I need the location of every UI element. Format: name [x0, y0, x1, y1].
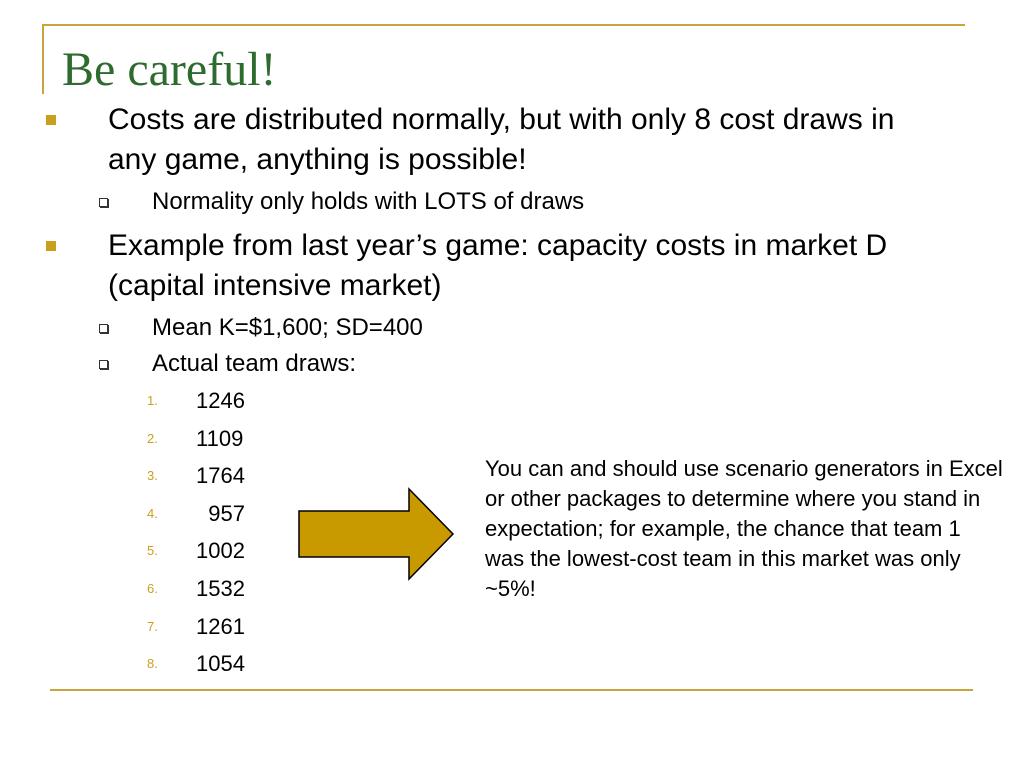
draw-value: 957	[196, 500, 245, 526]
hollow-square-bullet-icon	[99, 324, 108, 333]
sub-bullet-text: Normality only holds with LOTS of draws	[152, 188, 585, 215]
frame-left-rule	[42, 24, 44, 94]
callout-text: You can and should use scenario generators in Excel or other packages to determine where you stand in expectation; for example, the chance that team 1 was the lowest-cost team in this market was only ~5%!	[485, 456, 1003, 601]
draw-number: 3.	[147, 468, 158, 484]
draw-number: 8.	[147, 656, 158, 672]
draw-number: 5.	[147, 543, 158, 559]
draw-value: 1764	[196, 463, 245, 489]
draw-item	[44, 608, 944, 646]
sub-bullet-item	[44, 310, 944, 346]
draw-item	[44, 645, 944, 683]
draw-item	[44, 382, 944, 420]
right-arrow-icon	[297, 487, 457, 587]
hollow-square-bullet-icon	[99, 360, 108, 369]
draw-value: 1246	[196, 388, 245, 413]
sub-bullet-text: Actual team draws:	[152, 350, 357, 377]
square-bullet-icon	[46, 241, 56, 251]
draw-number: 2.	[147, 430, 158, 446]
draw-value: 1002	[196, 538, 245, 564]
draw-number: 6.	[147, 580, 158, 596]
hollow-square-bullet-icon	[99, 198, 108, 207]
draw-value: 1261	[196, 613, 245, 639]
bullet-item	[44, 100, 944, 180]
bullet-text: Costs are distributed normally, but with only 8 cost draws in any game, anything is possible!	[108, 103, 895, 176]
square-bullet-icon	[46, 115, 56, 125]
sub-bullet-item	[44, 346, 944, 382]
slide-title: Be careful!	[62, 43, 277, 96]
frame-bottom-rule	[50, 689, 973, 691]
draw-number: 7.	[147, 618, 158, 634]
sub-bullet-text: Mean K=$1,600; SD=400	[152, 314, 423, 341]
bullet-text: Example from last year’s game: capacity costs in market D (capital intensive market)	[108, 229, 888, 302]
frame-top-rule	[42, 24, 965, 26]
bullet-item	[44, 226, 944, 306]
draw-item	[44, 420, 944, 458]
sub-bullet-item	[44, 184, 944, 220]
draw-value: 1054	[196, 651, 245, 677]
draw-value: 1532	[196, 575, 245, 601]
draw-number: 4.	[147, 505, 158, 521]
draw-number: 1.	[147, 393, 158, 408]
draw-value: 1109	[196, 425, 244, 451]
